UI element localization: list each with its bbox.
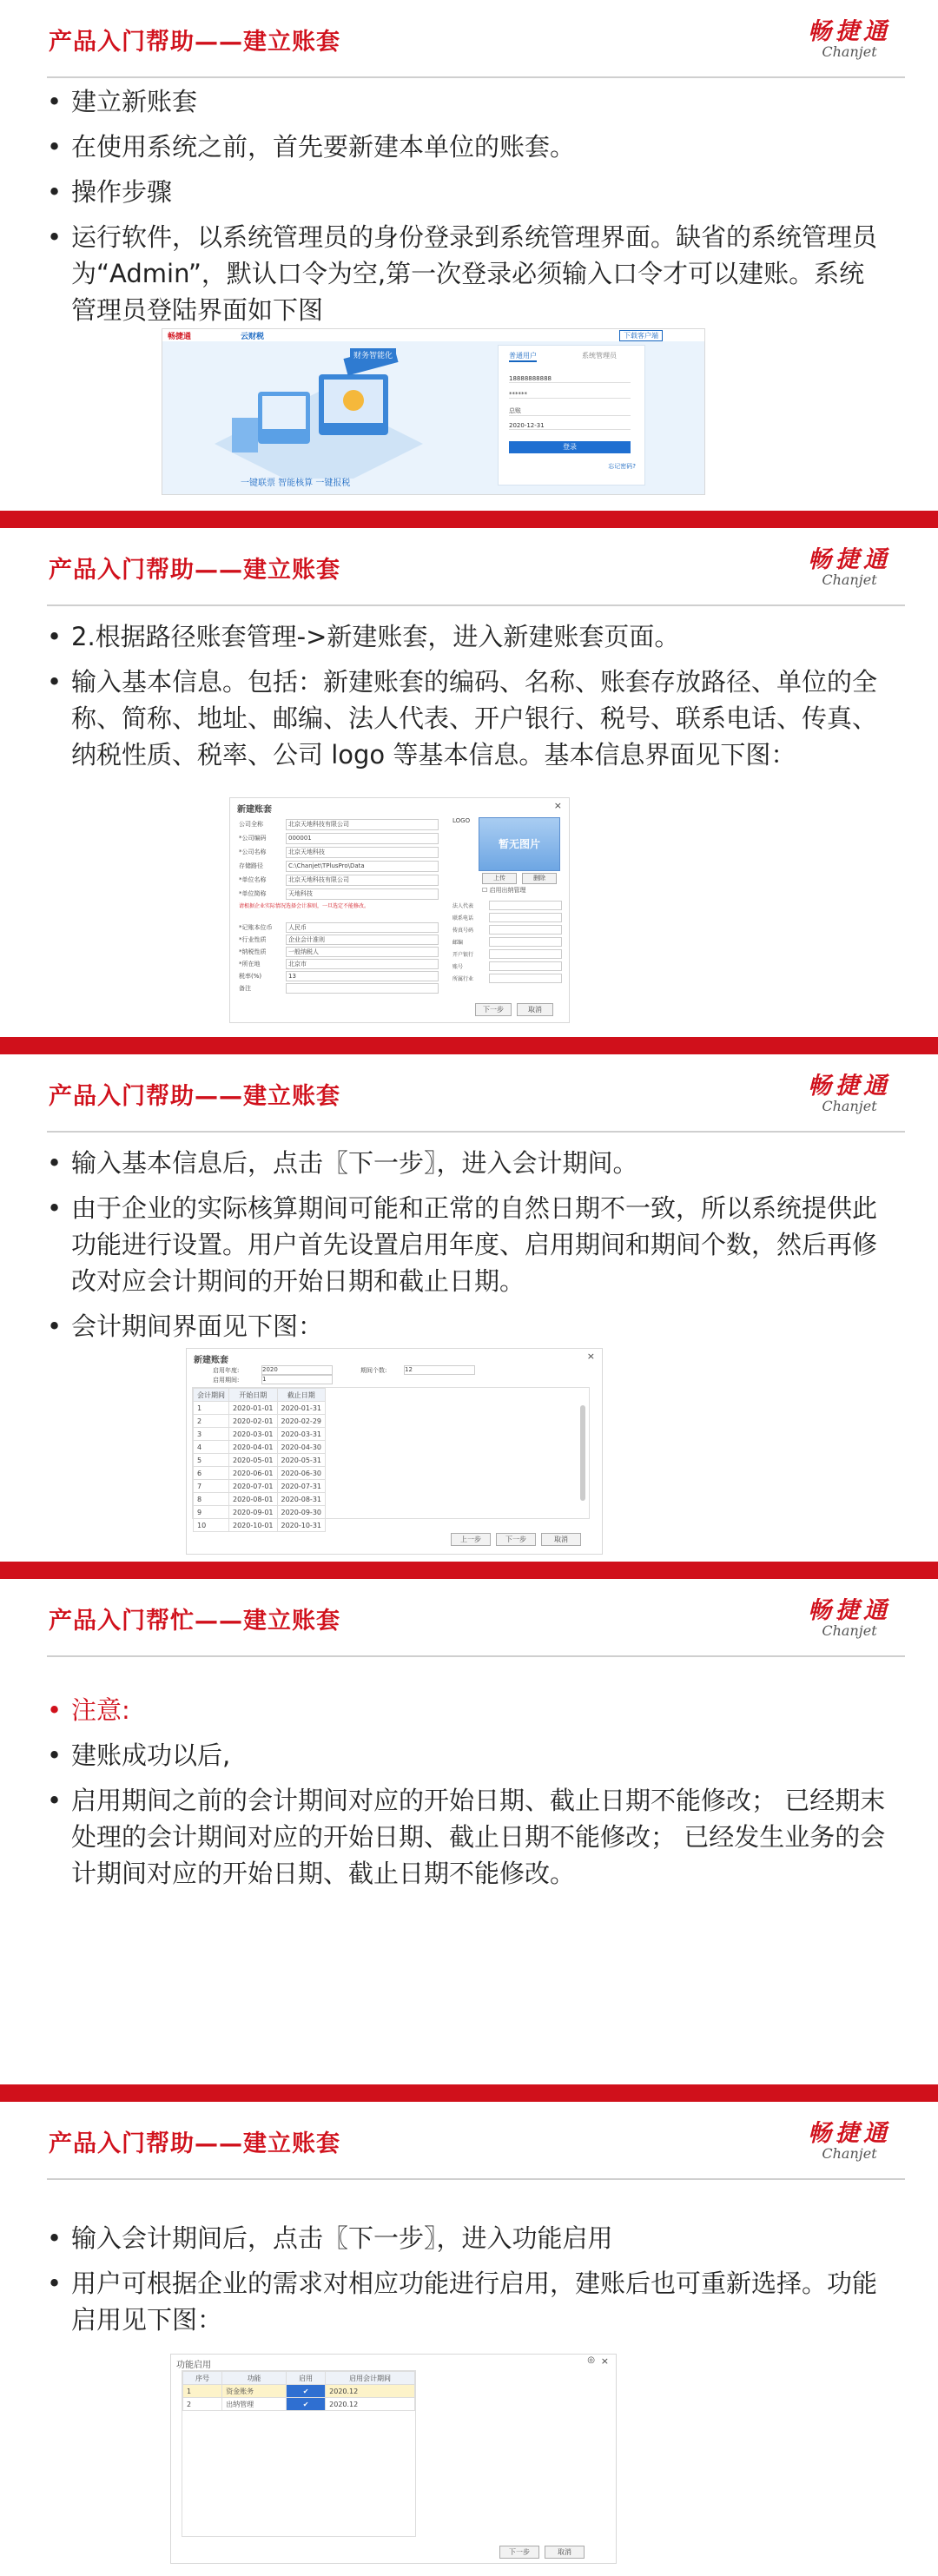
bullet: • 运行软件，以系统管理员的身份登录到系统管理界面。缺省的系统管理员为“Admin”，默认口令为空,第一次登录必须输入口令才可以建账。系统管理员登陆界面如下图 <box>47 219 889 328</box>
cancel-button[interactable]: 取消 <box>541 1533 581 1546</box>
path-input[interactable]: C:\Chanjet\TPlusPro\Data <box>286 861 439 872</box>
field-input[interactable]: 000001 <box>286 833 439 844</box>
feature-table <box>182 2371 415 2411</box>
brand-en: Chanjet <box>822 571 877 588</box>
field-label: 邮编 <box>452 939 464 946</box>
dialog-title: 新建账套 <box>194 1356 228 1365</box>
next-button[interactable]: 下一步 <box>475 1003 512 1016</box>
field-label: *公司编码 <box>239 835 267 842</box>
field-input[interactable] <box>489 937 562 947</box>
bullet-list <box>47 1692 889 1900</box>
cancel-button[interactable]: 取消 <box>545 2546 585 2559</box>
slide-2 <box>0 528 938 1037</box>
table-row[interactable] <box>183 2385 415 2398</box>
brand-cn: 畅捷通 <box>808 2120 891 2147</box>
bullet: • 2.根据路径账套管理->新建账套，进入新建账套页面。 <box>47 618 889 655</box>
field-input[interactable]: 北京天地科技 <box>286 847 439 858</box>
logo-label: LOGO <box>452 817 471 824</box>
slide-separator <box>0 1562 938 1579</box>
brand-logo <box>808 1073 891 1113</box>
table-row[interactable] <box>194 1506 326 1519</box>
cell: 9 <box>194 1506 229 1519</box>
form-row <box>239 970 439 982</box>
field-label: 账号 <box>452 963 464 970</box>
dialog-title: 功能启用 <box>176 2361 211 2370</box>
login-screenshot <box>162 328 705 495</box>
new-account-dialog <box>229 797 570 1023</box>
period-table <box>193 1388 326 1532</box>
password-field[interactable]: ****** <box>509 391 631 399</box>
next-button[interactable]: 下一步 <box>499 2546 539 2559</box>
divider <box>47 76 905 78</box>
cell: 2020-09-01 <box>229 1506 278 1519</box>
field-input[interactable] <box>489 901 562 910</box>
slide-title: 产品入门帮助——建立账套 <box>49 29 340 56</box>
cell: 2020-02-29 <box>277 1415 326 1428</box>
form-row <box>452 923 562 935</box>
warning-text: 请根据企业实际情况选择会计准则，一旦选定不能修改。 <box>239 903 370 909</box>
bullet: • 输入会计期间后，点击〖下一步〗，进入功能启用 <box>47 2220 889 2256</box>
accounting-period-dialog <box>186 1348 603 1555</box>
form-row <box>452 948 562 960</box>
brand-en: Chanjet <box>822 1622 877 1639</box>
slide-5 <box>0 2102 938 2576</box>
field-label: 公司全称 <box>239 821 263 828</box>
field-input[interactable]: 北京天地科技有限公司 <box>286 819 439 830</box>
cell: 2020.12 <box>326 2385 415 2398</box>
prev-button[interactable]: 上一步 <box>451 1533 491 1546</box>
field-label: *单位名称 <box>239 876 267 883</box>
column-header: 功能 <box>222 2372 287 2385</box>
slide-title: 产品入门帮助——建立账套 <box>49 1083 340 1110</box>
field-input[interactable] <box>489 913 562 922</box>
field-label: 开户银行 <box>452 951 474 958</box>
slide-title: 产品入门帮助——建立账套 <box>49 557 340 584</box>
cell: 2020-08-31 <box>277 1493 326 1506</box>
bullet: • 由于企业的实际核算期间可能和正常的自然日期不一致，所以系统提供此功能进行设置。用户首先设置启用年度、启用期间和期间个数，然后再修改对应会计期间的开始日期和截止日期。 <box>47 1190 889 1299</box>
help-icon[interactable]: ◎ <box>587 2355 595 2365</box>
form-row <box>239 958 439 970</box>
cell: 8 <box>194 1493 229 1506</box>
checkbox-label: 启用出纳管理 <box>489 887 526 894</box>
divider <box>47 604 905 606</box>
upload-button[interactable]: 上传 <box>482 873 517 884</box>
date-field[interactable]: 2020-12-31 <box>509 422 631 430</box>
note-bullet: • 注意: <box>47 1692 889 1728</box>
slide-1 <box>0 0 938 511</box>
field-label: *行业性质 <box>239 936 267 943</box>
form-row <box>239 946 439 958</box>
slide-title: 产品入门帮忙——建立账套 <box>49 1608 340 1635</box>
year-label: 启用年度: <box>213 1367 240 1374</box>
cell: 2020-04-30 <box>277 1441 326 1454</box>
bullet-list <box>47 83 889 337</box>
dept-select[interactable]: 总账 <box>509 406 631 416</box>
cell: 2020-06-30 <box>277 1467 326 1480</box>
cell: 2020-09-30 <box>277 1506 326 1519</box>
table-row[interactable] <box>194 1480 326 1493</box>
table-row[interactable] <box>194 1519 326 1532</box>
login-product: 云财税 <box>241 333 265 341</box>
start-period-label: 启用期间: <box>213 1377 240 1384</box>
divider <box>47 1131 905 1133</box>
bullet: • 操作步骤 <box>47 174 889 210</box>
scrollbar[interactable] <box>580 1405 585 1501</box>
column-header: 启用会计期间 <box>326 2372 415 2385</box>
field-label: 存储路径 <box>239 862 263 869</box>
cell: 2 <box>194 1415 229 1428</box>
cell: 2020-05-31 <box>277 1454 326 1467</box>
brand-en: Chanjet <box>822 1098 877 1114</box>
login-brand: 畅捷通 <box>168 333 192 341</box>
isometric-illustration <box>180 348 466 479</box>
form-row <box>452 911 562 923</box>
brand-en: Chanjet <box>822 43 877 60</box>
bullet: • 在使用系统之前，首先要新建本单位的账套。 <box>47 129 889 165</box>
login-slogan: 财务智能化 <box>350 348 396 361</box>
enable-checkbox[interactable]: ✔ <box>287 2385 326 2398</box>
bullet: • 启用期间之前的会计期间对应的开始日期、截止日期不能修改； 已经期末处理的会计期间对应的开始日期、截止日期不能修改； 已经发生业务的会计期间对应的开始日期、截止日期不能修改。 <box>47 1782 889 1892</box>
field-label: 备注 <box>239 985 251 992</box>
field-input[interactable] <box>489 949 562 959</box>
cell: 2 <box>183 2398 222 2411</box>
cell: 2020-01-31 <box>277 1402 326 1415</box>
field-input[interactable] <box>489 961 562 971</box>
feature-enable-dialog <box>170 2354 617 2564</box>
column-header: 启用 <box>287 2372 326 2385</box>
bullet-list <box>47 618 889 782</box>
field-input[interactable] <box>489 974 562 983</box>
form-row <box>239 934 439 946</box>
field-label: *记账本位币 <box>239 924 273 931</box>
cell: 2020-07-31 <box>277 1480 326 1493</box>
select-input[interactable]: 人民币 <box>286 922 439 933</box>
delete-button[interactable]: 删除 <box>522 873 557 884</box>
brand-logo <box>808 547 891 587</box>
field-input[interactable] <box>489 925 562 935</box>
field-label: 税率(%) <box>239 973 262 980</box>
form-row <box>239 982 439 994</box>
slide-3 <box>0 1054 938 1562</box>
form-row <box>239 859 439 873</box>
field-label: 所属行业 <box>452 975 474 982</box>
bullet: • 建账成功以后, <box>47 1737 889 1773</box>
next-button[interactable]: 下一步 <box>496 1533 536 1546</box>
start-period-select[interactable]: 1 <box>261 1375 333 1384</box>
login-tagline: 一键联票 智能核算 一键报税 <box>241 479 351 488</box>
field-label: 联系电话 <box>452 915 474 921</box>
slide-4 <box>0 1579 938 2084</box>
brand-logo <box>808 19 891 59</box>
user-field[interactable]: 18888888888 <box>509 375 631 383</box>
field-label: 传真号码 <box>452 927 474 934</box>
brand-en: Chanjet <box>822 2145 877 2162</box>
table-row[interactable] <box>194 1415 326 1428</box>
table-row[interactable] <box>194 1467 326 1480</box>
cell: 1 <box>183 2385 222 2398</box>
bullet: • 用户可根据企业的需求对相应功能进行启用，建账后也可重新选择。功能启用见下图： <box>47 2265 889 2338</box>
slide-title: 产品入门帮助——建立账套 <box>49 2130 340 2157</box>
period-count-label: 期间个数: <box>360 1367 387 1374</box>
slide-separator <box>0 1037 938 1054</box>
cancel-button[interactable]: 取消 <box>517 1003 553 1016</box>
brand-cn: 畅捷通 <box>808 1073 891 1100</box>
cell: 7 <box>194 1480 229 1493</box>
bullet: • 输入基本信息。包括：新建账套的编码、名称、账套存放路径、单位的全称、简称、地址、邮编、法人代表、开户银行、税号、联系电话、传真、纳税性质、税率、公司 logo 等基本信息。基本信息界面见下图： <box>47 664 889 773</box>
close-icon[interactable]: × <box>600 2355 609 2367</box>
field-label: 法人代表 <box>452 902 474 909</box>
cell: 2020-07-01 <box>229 1480 278 1493</box>
field-label: *公司名称 <box>239 849 267 855</box>
table-row[interactable] <box>194 1428 326 1441</box>
table-header <box>183 2372 415 2385</box>
cell: 2020-10-01 <box>229 1519 278 1532</box>
form-row <box>452 935 562 948</box>
bullet: • 会计期间界面见下图： <box>47 1308 889 1344</box>
cell: 4 <box>194 1441 229 1454</box>
brand-cn: 畅捷通 <box>808 18 891 45</box>
dialog-title: 新建账套 <box>237 805 272 815</box>
column-header: 开始日期 <box>229 1389 278 1402</box>
year-select[interactable]: 2020 <box>261 1365 333 1375</box>
download-link[interactable]: 下载客户端 <box>619 330 663 341</box>
brand-cn: 畅捷通 <box>808 1597 891 1624</box>
table-header <box>194 1389 326 1402</box>
close-icon[interactable]: × <box>586 1351 595 1362</box>
cell: 6 <box>194 1467 229 1480</box>
table-row[interactable] <box>183 2398 415 2411</box>
column-header: 序号 <box>183 2372 222 2385</box>
select-input[interactable]: 北京市 <box>286 959 439 969</box>
slide-separator <box>0 511 938 528</box>
table-row[interactable] <box>194 1441 326 1454</box>
bullet: • 输入基本信息后，点击〖下一步〗，进入会计期间。 <box>47 1145 889 1181</box>
cell: 10 <box>194 1519 229 1532</box>
cell: 2020-01-01 <box>229 1402 278 1415</box>
bullet-list <box>47 2220 889 2347</box>
field-input[interactable]: 13 <box>286 971 439 981</box>
field-input[interactable]: 北京天地科技有限公司 <box>286 875 439 886</box>
logo-placeholder: 暂无图片 <box>479 817 560 871</box>
table-row[interactable] <box>194 1493 326 1506</box>
form-row <box>239 817 439 831</box>
field-input[interactable]: 天地科技 <box>286 888 439 900</box>
table-row[interactable] <box>194 1454 326 1467</box>
login-button[interactable]: 登录 <box>509 441 631 453</box>
cell: 出纳管理 <box>222 2398 287 2411</box>
form-row <box>452 960 562 972</box>
divider <box>47 2178 905 2180</box>
cell: 2020-04-01 <box>229 1441 278 1454</box>
form-row <box>452 972 562 984</box>
cell: 资金账务 <box>222 2385 287 2398</box>
period-count-select[interactable]: 12 <box>404 1365 475 1375</box>
cell: 2020-06-01 <box>229 1467 278 1480</box>
form-row <box>239 887 439 901</box>
select-input[interactable]: 一般纳税人 <box>286 947 439 957</box>
form-row <box>452 899 562 911</box>
period-table-wrap <box>192 1387 590 1529</box>
brand-logo <box>808 2121 891 2161</box>
enable-checkbox[interactable]: ✔ <box>287 2398 326 2411</box>
field-label: *纳税性质 <box>239 948 267 955</box>
cashier-checkbox[interactable]: ☐ 启用出纳管理 <box>482 887 526 894</box>
feature-table-wrap <box>182 2370 416 2537</box>
bullet-list <box>47 1145 889 1353</box>
form-row <box>239 873 439 887</box>
field-label: *单位简称 <box>239 890 267 897</box>
cell: 2020-05-01 <box>229 1454 278 1467</box>
select-input[interactable]: 企业会计准则 <box>286 935 439 945</box>
brand-logo <box>808 1598 891 1638</box>
cell: 2020-08-01 <box>229 1493 278 1506</box>
brand-cn: 畅捷通 <box>808 546 891 573</box>
tab-normal-user[interactable]: 普通用户 <box>509 351 537 362</box>
cell: 2020-03-31 <box>277 1428 326 1441</box>
form-row <box>239 831 439 845</box>
close-icon[interactable]: × <box>553 800 562 811</box>
cell: 2020-10-31 <box>277 1519 326 1532</box>
field-input[interactable] <box>286 983 439 994</box>
bullet: • 建立新账套 <box>47 83 889 120</box>
cell: 3 <box>194 1428 229 1441</box>
cell: 2020.12 <box>326 2398 415 2411</box>
forgot-password-link[interactable]: 忘记密码? <box>608 463 636 470</box>
cell: 1 <box>194 1402 229 1415</box>
tab-admin[interactable]: 系统管理员 <box>582 352 617 360</box>
form-row <box>239 921 439 934</box>
table-row[interactable] <box>194 1402 326 1415</box>
cell: 5 <box>194 1454 229 1467</box>
field-label: *所在地 <box>239 961 261 968</box>
column-header: 截止日期 <box>277 1389 326 1402</box>
form-row <box>239 845 439 859</box>
login-panel <box>498 345 645 485</box>
cell: 2020-03-01 <box>229 1428 278 1441</box>
slide-separator <box>0 2084 938 2102</box>
column-header: 会计期间 <box>194 1389 229 1402</box>
divider <box>47 1655 905 1657</box>
cell: 2020-02-01 <box>229 1415 278 1428</box>
